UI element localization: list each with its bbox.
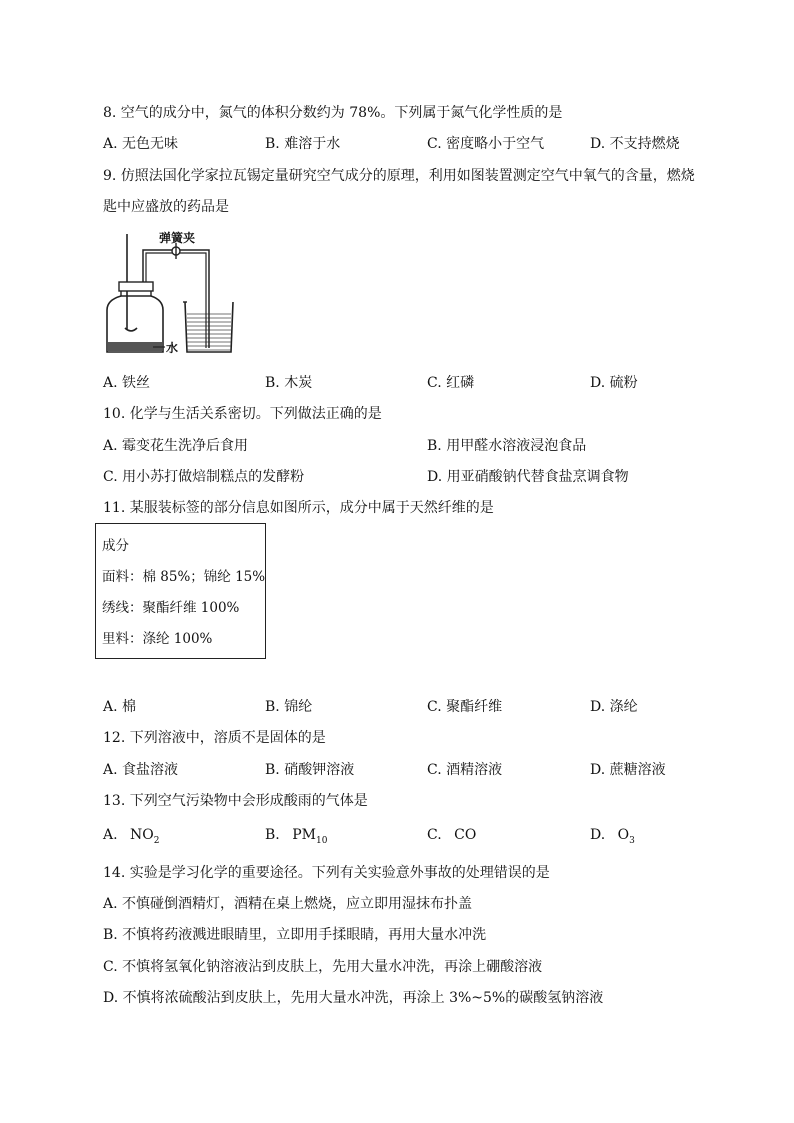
q13-option-d-letter: D. (590, 827, 606, 843)
q11-option-a: A. 棉 (103, 699, 137, 715)
q14-option-b: B. 不慎将药液溅进眼睛里，立即用手揉眼睛，再用大量水冲洗 (103, 927, 487, 943)
q8-option-a: A. 无色无味 (103, 136, 179, 152)
question-11-stem: 11. 某服装标签的部分信息如图所示，成分中属于天然纤维的是 (103, 500, 494, 516)
q13-option-a-formula: NO (130, 827, 154, 843)
q13-option-b-formula: PM (292, 827, 316, 843)
q14-option-c: C. 不慎将氢氧化钠溶液沾到皮肤上，先用大量水冲洗，再涂上硼酸溶液 (103, 959, 543, 975)
q8-option-c: C. 密度略小于空气 (427, 136, 545, 152)
q13-option-d-formula: O (617, 827, 630, 843)
question-9-stem-line1: 9. 仿照法国化学家拉瓦锡定量研究空气成分的原理，利用如图装置测定空气中氧气的含量，燃烧 (103, 168, 695, 184)
q13-option-d-subscript: 3 (629, 836, 635, 846)
question-12-stem: 12. 下列溶液中，溶质不是固体的是 (103, 730, 326, 746)
q13-option-c-formula: CO (454, 827, 477, 843)
label-title: 成分 (102, 538, 129, 554)
q13-option-b-letter: B. (265, 827, 280, 843)
question-14-stem: 14. 实验是学习化学的重要途径。下列有关实验意外事故的处理错误的是 (103, 865, 550, 881)
q8-option-b: B. 难溶于水 (265, 136, 341, 152)
q10-option-c: C. 用小苏打做焙制糕点的发酵粉 (103, 469, 305, 485)
q9-option-a: A. 铁丝 (103, 375, 151, 391)
label-lining-line: 里料：涤纶 100% (102, 631, 213, 647)
q9-option-c: C. 红磷 (427, 375, 475, 391)
q11-option-b: B. 锦纶 (265, 699, 313, 715)
q12-option-c: C. 酒精溶液 (427, 762, 503, 778)
q13-option-a-letter: A. (103, 827, 118, 843)
q13-option-c (427, 826, 476, 844)
q10-option-b: B. 用甲醛水溶液浸泡食品 (427, 438, 587, 454)
q13-option-b-subscript: 10 (315, 836, 328, 846)
question-13-stem: 13. 下列空气污染物中会形成酸雨的气体是 (103, 793, 368, 809)
q10-option-d: D. 用亚硝酸钠代替食盐烹调食物 (427, 469, 629, 485)
q11-option-d: D. 涤纶 (590, 699, 638, 715)
q11-option-c: C. 聚酯纤维 (427, 699, 503, 715)
q13-option-d (590, 826, 635, 846)
question-9-stem-line2: 匙中应盛放的药品是 (103, 199, 229, 215)
q13-option-a (103, 826, 159, 846)
question-8-stem: 8. 空气的成分中，氮气的体积分数约为 78%。下列属于氮气化学性质的是 (103, 105, 563, 121)
label-fabric-line: 面料：棉 85%；锦纶 15% (102, 569, 266, 585)
oxygen-measurement-apparatus-figure (103, 230, 243, 365)
q10-option-a: A. 霉变花生洗净后食用 (103, 438, 249, 454)
q8-option-d: D. 不支持燃烧 (590, 136, 680, 152)
water-label: 水 (166, 341, 179, 355)
q12-option-a: A. 食盐溶液 (103, 762, 179, 778)
q13-option-c-letter: C. (427, 827, 442, 843)
q9-option-d: D. 硫粉 (590, 375, 638, 391)
clothing-label-box (95, 523, 266, 659)
question-10-stem: 10. 化学与生活关系密切。下列做法正确的是 (103, 406, 382, 422)
q14-option-d: D. 不慎将浓硫酸沾到皮肤上，先用大量水冲洗，再涂上 3%~5%的碳酸氢钠溶液 (103, 990, 604, 1006)
q13-option-b (265, 826, 327, 846)
label-embroidery-line: 绣线：聚酯纤维 100% (102, 600, 240, 616)
q14-option-a: A. 不慎碰倒酒精灯，酒精在桌上燃烧，应立即用湿抹布扑盖 (103, 896, 473, 912)
q13-option-a-subscript: 2 (153, 836, 160, 846)
bottle-stopper (119, 282, 153, 291)
q12-option-d: D. 蔗糖溶液 (590, 762, 666, 778)
clamp-label: 弹簧夹 (159, 231, 196, 245)
q9-option-b: B. 木炭 (265, 375, 313, 391)
q12-option-b: B. 硝酸钾溶液 (265, 762, 355, 778)
